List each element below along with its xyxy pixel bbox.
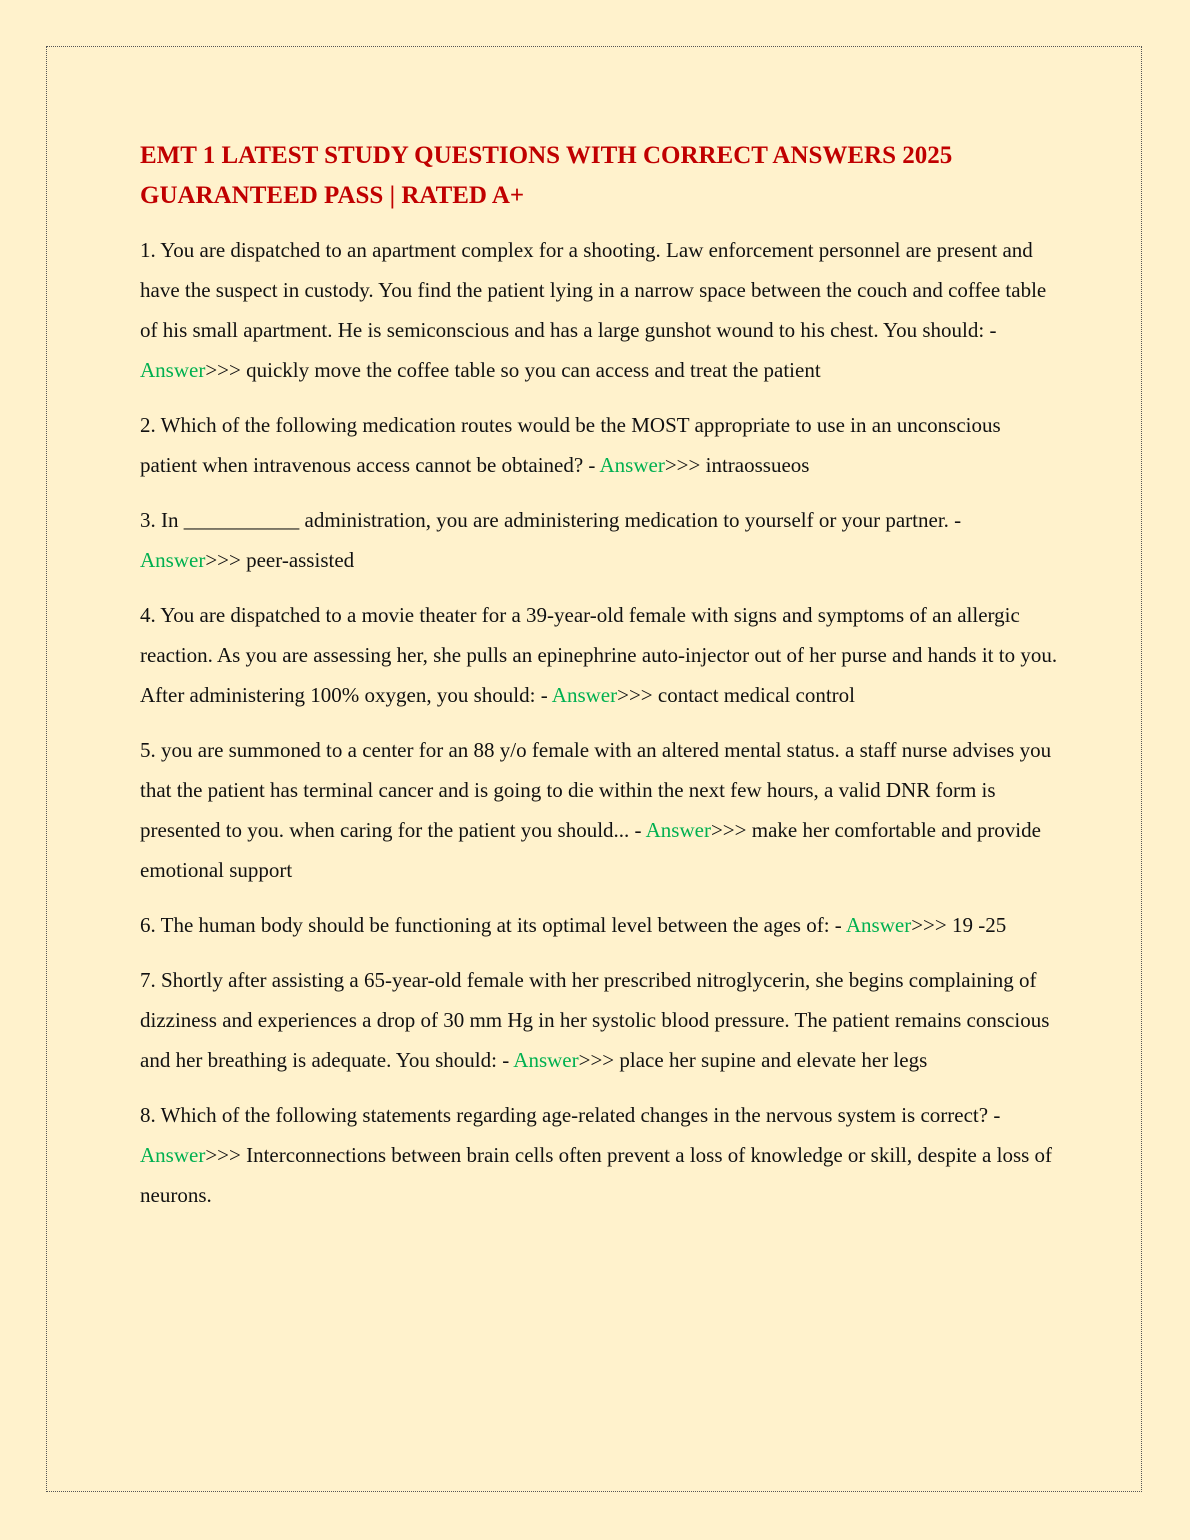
- qa-item-6: [140, 905, 1060, 945]
- qa-item-4: [140, 595, 1060, 715]
- answer-marker: >>>: [911, 913, 952, 937]
- answer-separator: -: [988, 1103, 1001, 1127]
- question-text: 7. Shortly after assisting a 65-year-old female with her prescribed nitroglycerin, she begins complaining of dizziness and experiences a drop of 30 mm Hg in her systolic blood pressure. The patient remains conscious and her breathing is adequate. You should:: [140, 968, 1050, 1072]
- question-text: 4. You are dispatched to a movie theater for a 39-year-old female with signs and symptoms of an allergic reaction. As you are assessing her, she pulls an epinephrine auto-injector out of her purse and hands it to you. After administering 100% oxygen, you should:: [140, 603, 1058, 707]
- qa-item-5: [140, 730, 1060, 890]
- question-text: 5. you are summoned to a center for an 88 y/o female with an altered mental status. a staff nurse advises you that the patient has terminal cancer and is going to die within the next few hours, a valid DNR form is presented to you. when caring for the patient you should...: [140, 738, 1052, 842]
- answer-marker: >>>: [205, 1143, 247, 1167]
- answer-label: Answer: [140, 548, 206, 572]
- answer-marker: >>>: [205, 358, 247, 382]
- answer-marker: >>>: [617, 683, 658, 707]
- qa-item-2: [140, 405, 1060, 485]
- answer-text: contact medical control: [657, 683, 855, 707]
- answer-separator: -: [535, 683, 552, 707]
- answer-label: Answer: [845, 913, 912, 937]
- qa-item-1: [140, 230, 1060, 390]
- answer-separator: -: [583, 453, 600, 477]
- answer-marker: >>>: [710, 818, 752, 842]
- answer-text: 19 -25: [952, 913, 1007, 937]
- answer-marker: >>>: [578, 1048, 620, 1072]
- question-text: 2. Which of the following medication routes would be the MOST appropriate to use in an unconscious patient when intravenous access cannot be obtained?: [140, 413, 1001, 477]
- answer-separator: -: [948, 508, 962, 532]
- question-text: 8. Which of the following statements regarding age-related changes in the nervous system is correct?: [140, 1103, 989, 1127]
- qa-item-8: [140, 1095, 1060, 1215]
- question-text: 1. You are dispatched to an apartment complex for a shooting. Law enforcement personnel are present and have the suspect in custody. You find the patient lying in a narrow space between the couch and coffee table of his small apartment. He is semiconscious and has a large gunshot wound to his chest. You should:: [140, 238, 1047, 342]
- answer-marker: >>>: [205, 548, 247, 572]
- answer-label: Answer: [140, 1143, 206, 1167]
- answer-separator: -: [984, 318, 997, 342]
- answer-separator: -: [829, 913, 846, 937]
- answer-label: Answer: [551, 683, 618, 707]
- answer-label: Answer: [599, 453, 665, 477]
- document-body: [140, 136, 1060, 1230]
- question-text: 3. In ___________ administration, you are administering medication to yourself or your partner.: [140, 508, 949, 532]
- qa-item-3: [140, 500, 1060, 580]
- answer-marker: >>>: [664, 453, 706, 477]
- answer-text: quickly move the coffee table so you can access and treat the patient: [246, 358, 821, 382]
- answer-text: Interconnections between brain cells often prevent a loss of knowledge or skill, despite a loss of neurons.: [140, 1143, 1053, 1207]
- qa-item-7: [140, 960, 1060, 1080]
- document-title: EMT 1 LATEST STUDY QUESTIONS WITH CORRECT ANSWERS 2025 GUARANTEED PASS | RATED A+: [140, 142, 953, 209]
- answer-text: intraossueos: [705, 453, 810, 477]
- answer-separator: -: [496, 1048, 514, 1072]
- question-text: 6. The human body should be functioning at its optimal level between the ages of:: [140, 913, 830, 937]
- answer-text: peer-assisted: [246, 548, 355, 572]
- answer-label: Answer: [645, 818, 711, 842]
- answer-separator: -: [629, 818, 646, 842]
- answer-text: make her comfortable and provide emotional support: [140, 818, 1041, 882]
- answer-text: place her supine and elevate her legs: [619, 1048, 928, 1072]
- answer-label: Answer: [513, 1048, 579, 1072]
- answer-label: Answer: [140, 358, 206, 382]
